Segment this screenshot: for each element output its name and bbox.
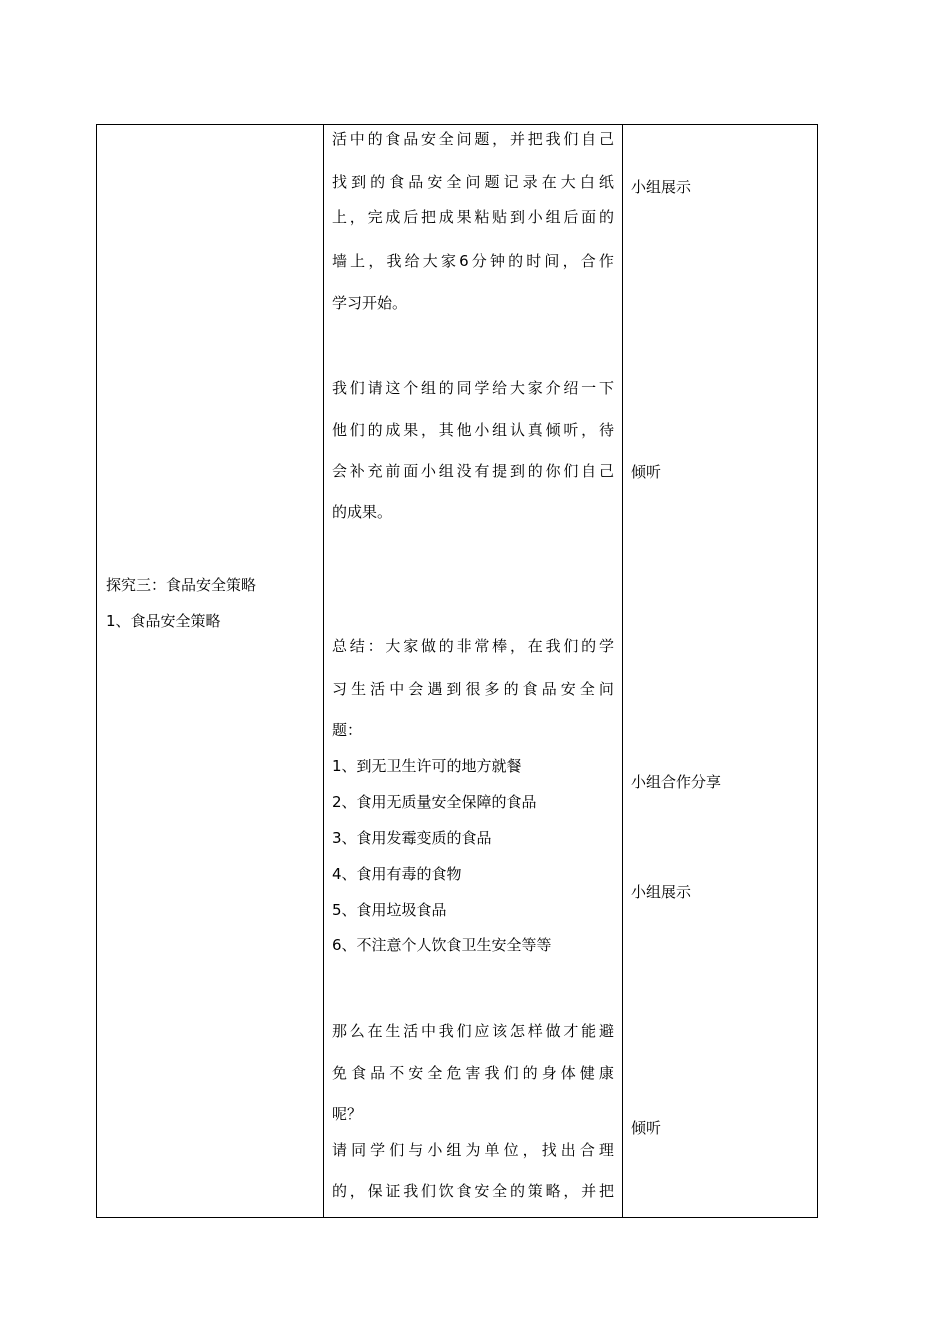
teacher-text-line: 找 到 的 食 品 安 全 问 题 记 录 在 大 白 纸 <box>332 173 614 191</box>
student-activity: 小组展示 <box>631 178 692 196</box>
section-item: 1、食品安全策略 <box>106 612 221 630</box>
teacher-text-line: 的 ， 保 证 我 们 饮 食 安 全 的 策 略 ， 并 把 <box>332 1182 614 1200</box>
column-divider <box>323 125 324 1217</box>
teacher-text-line: 呢？ <box>332 1105 363 1123</box>
student-activity: 小组合作分享 <box>631 773 722 791</box>
teacher-text-line: 题： <box>332 721 363 739</box>
lesson-table <box>96 124 818 1218</box>
student-activity: 小组展示 <box>631 883 692 901</box>
list-item: 4、食用有毒的食物 <box>332 865 462 883</box>
teacher-text-line: 总 结 ： 大 家 做 的 非 常 棒 ， 在 我 们 的 学 <box>332 637 614 655</box>
list-item: 3、食用发霉变质的食品 <box>332 829 492 847</box>
student-activity: 倾听 <box>631 463 662 481</box>
list-item: 6、不注意个人饮食卫生安全等等 <box>332 936 552 954</box>
student-activity: 倾听 <box>631 1119 662 1137</box>
teacher-text-line: 习 生 活 中 会 遇 到 很 多 的 食 品 安 全 问 <box>332 680 614 698</box>
teacher-text-line: 活 中 的 食 品 安 全 问 题 ， 并 把 我 们 自 己 <box>332 130 614 148</box>
list-item: 1、到无卫生许可的地方就餐 <box>332 757 522 775</box>
teacher-text-line: 那 么 在 生 活 中 我 们 应 该 怎 样 做 才 能 避 <box>332 1022 614 1040</box>
teacher-text-line: 我 们 请 这 个 组 的 同 学 给 大 家 介 绍 一 下 <box>332 379 614 397</box>
teacher-text-line: 墙 上 ， 我 给 大 家 6 分 钟 的 时 间 ， 合 作 <box>332 252 614 270</box>
list-item: 2、食用无质量安全保障的食品 <box>332 793 537 811</box>
teacher-text-line: 他 们 的 成 果 ， 其 他 小 组 认 真 倾 听 ， 待 <box>332 421 614 439</box>
teacher-text-line: 会 补 充 前 面 小 组 没 有 提 到 的 你 们 自 己 <box>332 462 614 480</box>
teacher-text-line: 请 同 学 们 与 小 组 为 单 位 ， 找 出 合 理 <box>332 1141 614 1159</box>
column-divider <box>622 125 623 1217</box>
teacher-text-line: 上 ， 完 成 后 把 成 果 粘 贴 到 小 组 后 面 的 <box>332 208 614 226</box>
teacher-text-line: 免 食 品 不 安 全 危 害 我 们 的 身 体 健 康 <box>332 1064 614 1082</box>
teacher-text-line: 学习开始。 <box>332 294 408 312</box>
list-item: 5、食用垃圾食品 <box>332 901 447 919</box>
teacher-text-line: 的成果。 <box>332 503 393 521</box>
section-heading: 探究三：食品安全策略 <box>106 576 257 594</box>
